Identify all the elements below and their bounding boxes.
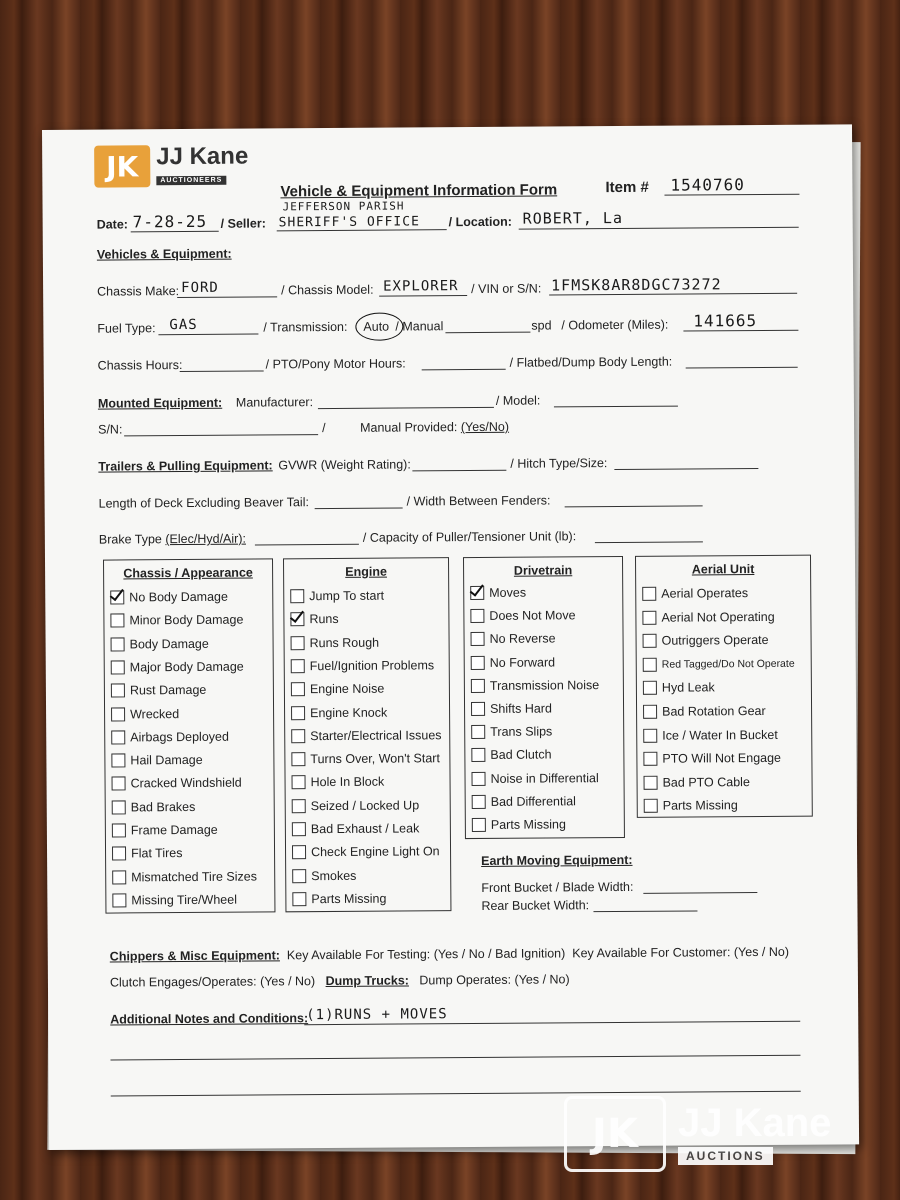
form-sheet [42, 124, 859, 1150]
hitch-label-text: Hitch Type/Size: [517, 456, 608, 471]
jj-kane-logo [94, 142, 249, 188]
deck-length-underline [315, 507, 403, 509]
drivetrain-option-shifts-hard[interactable] [471, 701, 552, 716]
watermark-sub: AUCTIONS [678, 1147, 773, 1165]
chassis-option-major-body-damage[interactable] [111, 659, 244, 674]
front-bucket-underline [643, 892, 757, 894]
odometer-label: / Odometer (Miles): [561, 317, 669, 333]
fenders-label-text: Width Between Fenders: [413, 493, 551, 509]
checkbox-label: Rust Damage [129, 683, 207, 698]
brake-type-underline [255, 544, 359, 546]
chassis-model-underline [379, 295, 467, 297]
notes-underline-2 [110, 1055, 800, 1061]
checkbox[interactable] [471, 679, 485, 693]
checkbox-label: Wrecked [130, 706, 180, 721]
pto-hours-label: / PTO/Pony Motor Hours: [265, 356, 406, 372]
checkbox[interactable] [643, 681, 657, 695]
checkbox[interactable] [112, 847, 126, 861]
mounted-sn-slash: / [322, 421, 326, 436]
gvwr-label: GVWR (Weight Rating): [278, 457, 411, 473]
checkbox-label: Turns Over, Won't Start [310, 751, 440, 767]
checkbox-label: Mismatched Tire Sizes [131, 869, 257, 884]
checkbox[interactable] [111, 660, 125, 674]
engine-option-seized-locked-up[interactable] [292, 798, 420, 813]
mounted-sn-underline [124, 434, 318, 436]
checkbox-label: Red Tagged/Do Not Operate [661, 657, 795, 671]
checkbox-label: Bad PTO Cable [662, 774, 750, 790]
drivetrain-option-no-reverse[interactable] [471, 632, 556, 647]
jj-kane-watermark [564, 1096, 831, 1172]
checkbox-label: Hyd Leak [661, 680, 715, 696]
watermark-name: JJ Kane [678, 1101, 832, 1145]
chassis-option-wrecked[interactable] [111, 707, 179, 721]
engine-option-hole-in-block[interactable] [292, 775, 385, 790]
checkbox[interactable] [471, 632, 485, 646]
logo-subtitle: AUCTIONEERS [156, 176, 226, 185]
checkbox-label: Missing Tire/Wheel [131, 892, 238, 908]
checkbox[interactable] [643, 634, 657, 648]
checkbox[interactable] [292, 892, 306, 906]
fuel-type-value: GAS [169, 316, 198, 334]
seller-label-text: Seller: [227, 216, 266, 231]
flatbed-label-text: Flatbed/Dump Body Length: [516, 354, 673, 370]
engine-option-runs[interactable] [290, 612, 338, 626]
mounted-model-label-text: Model: [502, 393, 541, 408]
brake-type-label [99, 532, 246, 547]
gvwr-underline [412, 470, 506, 472]
spd-label: spd [531, 318, 552, 333]
checkbox[interactable] [291, 636, 305, 650]
checkbox-label: Smokes [311, 868, 357, 883]
checkbox[interactable] [291, 729, 305, 743]
transmission-label: / Transmission: [263, 319, 348, 335]
vin-label: / VIN or S/N: [471, 281, 542, 297]
checkbox-label: Bad Differential [490, 794, 576, 809]
transmission-label-text: Transmission: [270, 319, 348, 335]
checkbox[interactable] [470, 609, 484, 623]
aerial-option-pto-will-not-engage[interactable] [643, 751, 781, 766]
drivetrain-option-parts-missing[interactable] [472, 817, 566, 832]
checkbox-label: Runs Rough [309, 635, 380, 650]
dump-trucks-heading: Dump Trucks: [325, 973, 409, 989]
checkbox[interactable] [111, 684, 125, 698]
checkbox[interactable] [111, 707, 125, 721]
checkbox[interactable] [290, 589, 304, 603]
chassis-appearance-title: Chassis / Appearance [123, 565, 253, 581]
checkbox-label: Parts Missing [490, 817, 566, 832]
notes-heading: Additional Notes and Conditions: [110, 1011, 309, 1027]
chassis-option-airbags-deployed[interactable] [111, 730, 229, 745]
checkbox[interactable] [110, 614, 124, 628]
checkbox-label: Does Not Move [489, 608, 576, 624]
checkbox[interactable] [112, 800, 126, 814]
engine-option-engine-knock[interactable] [291, 705, 387, 720]
drivetrain-option-trans-slips[interactable] [471, 725, 552, 740]
checkbox-label: Body Damage [129, 636, 209, 651]
earth-moving-heading: Earth Moving Equipment: [481, 852, 633, 868]
engine-title: Engine [345, 564, 387, 579]
manual-provided-label-text: Manual Provided: [360, 420, 458, 435]
checkbox[interactable] [112, 870, 126, 884]
checkbox[interactable] [471, 725, 485, 739]
location-label: / Location: [448, 214, 512, 230]
checkbox-label: No Body Damage [129, 589, 228, 605]
seller-label: / Seller: [220, 216, 266, 231]
checkbox-label: Frame Damage [130, 822, 218, 838]
chassis-option-body-damage[interactable] [111, 636, 209, 651]
brake-type-options: (Elec/Hyd/Air): [165, 531, 246, 547]
checkbox[interactable] [642, 587, 656, 601]
flatbed-label: / Flatbed/Dump Body Length: [509, 354, 673, 370]
seller-underline [277, 229, 447, 231]
pto-hours-underline [422, 369, 506, 371]
chassis-hours-underline [180, 370, 264, 372]
checkbox-label: Minor Body Damage [129, 612, 244, 628]
aerial-option-ice-water-in-bucket[interactable] [643, 727, 778, 742]
fuel-type-label: Fuel Type: [97, 321, 156, 336]
checkbox-label: Major Body Damage [129, 659, 244, 675]
date-label: Date: [96, 217, 128, 232]
chassis-hours-label: Chassis Hours: [97, 358, 183, 373]
checkbox[interactable] [290, 612, 304, 626]
brake-type-label-text: Brake Type [98, 532, 162, 547]
front-bucket-label: Front Bucket / Blade Width: [481, 879, 634, 895]
checkbox[interactable] [110, 590, 124, 604]
chassis-model-label-text: Chassis Model: [288, 282, 374, 298]
drivetrain-option-bad-differential[interactable] [472, 794, 576, 809]
checkbox-label: Runs [309, 612, 339, 627]
dump-operates-label: Dump Operates: (Yes / No) [419, 972, 570, 988]
chassis-option-frame-damage[interactable] [112, 823, 218, 838]
checkbox[interactable] [291, 682, 305, 696]
engine-option-bad-exhaust-leak[interactable] [292, 821, 420, 836]
vin-value: 1FMSK8AR8DGC73272 [551, 275, 722, 295]
key-customer-label: Key Available For Customer: (Yes / No) [572, 944, 790, 961]
checkbox[interactable] [470, 586, 484, 600]
chassis-option-flat-tires[interactable] [112, 846, 183, 860]
clutch-dump-row [110, 972, 570, 989]
item-label: Item # [605, 178, 649, 197]
deck-length-label: Length of Deck Excluding Beaver Tail: [98, 495, 309, 511]
checkbox[interactable] [292, 822, 306, 836]
checkbox-label: Engine Noise [309, 681, 385, 697]
chassis-model-label: / Chassis Model: [281, 282, 374, 298]
logo-name: JJ Kane [156, 142, 249, 171]
checkbox-label: Bad Exhaust / Leak [310, 821, 420, 837]
vin-label-text: VIN or S/N: [478, 281, 542, 296]
checkbox[interactable] [292, 799, 306, 813]
seller-value-line2: SHERIFF'S OFFICE [278, 214, 420, 231]
checkbox-label: Cracked Windshield [130, 776, 242, 791]
checkbox-label: No Forward [489, 655, 556, 670]
chippers-heading: Chippers & Misc Equipment: [109, 948, 280, 964]
logo-mark: JK [94, 145, 150, 187]
drivetrain-option-bad-clutch[interactable] [471, 748, 551, 763]
checkbox[interactable] [111, 637, 125, 651]
fenders-label: / Width Between Fenders: [406, 493, 551, 509]
vehicles-heading: Vehicles & Equipment: [96, 246, 232, 262]
checkbox[interactable] [643, 752, 657, 766]
engine-option-parts-missing[interactable] [292, 892, 386, 907]
drivetrain-box [463, 556, 625, 839]
checkbox[interactable] [291, 706, 305, 720]
chassis-make-value: FORD [181, 279, 219, 297]
watermark-mark: JK [564, 1096, 666, 1172]
drivetrain-option-moves[interactable] [470, 586, 526, 600]
checkbox[interactable] [292, 845, 306, 859]
aerial-option-parts-missing[interactable] [644, 799, 738, 814]
checkbox-label: Airbags Deployed [130, 729, 229, 745]
checkbox[interactable] [292, 869, 306, 883]
manufacturer-underline [318, 407, 494, 409]
chassis-option-hail-damage[interactable] [111, 753, 202, 768]
date-value: 7-28-25 [132, 211, 208, 232]
checkbox-label: Hail Damage [130, 752, 203, 768]
item-number: 1540760 [670, 175, 745, 195]
aerial-unit-title: Aerial Unit [691, 562, 755, 577]
mounted-heading: Mounted Equipment: [97, 395, 223, 411]
manufacturer-label: Manufacturer: [235, 395, 314, 410]
key-testing-label: Key Available For Testing: (Yes / No / Bad Ignition) [286, 946, 566, 963]
chassis-option-rust-damage[interactable] [111, 683, 207, 698]
seller-value-line1: JEFFERSON PARISH [282, 199, 405, 214]
chassis-model-value: EXPLORER [383, 278, 459, 295]
checkbox-label: Transmission Noise [489, 677, 600, 693]
form-title: Vehicle & Equipment Information Form [280, 181, 558, 201]
chassis-option-missing-tire-wheel[interactable] [112, 893, 237, 908]
drivetrain-option-no-forward[interactable] [471, 655, 555, 670]
rear-bucket-label: Rear Bucket Width: [481, 898, 590, 913]
aerial-option-bad-pto-cable[interactable] [644, 775, 750, 790]
aerial-option-outriggers-operate[interactable] [643, 633, 769, 648]
manual-underline [445, 332, 530, 334]
flatbed-underline [686, 367, 798, 369]
manual-provided-label [360, 420, 509, 435]
checkbox[interactable] [291, 752, 305, 766]
checkbox-label: Parts Missing [311, 891, 387, 907]
capacity-underline [595, 541, 703, 543]
checkbox-label: Bad Brakes [130, 799, 196, 815]
checkbox[interactable] [291, 659, 305, 673]
notes-value: (1)RUNS + MOVES [306, 1006, 448, 1024]
checkbox-label: Ice / Water In Bucket [662, 727, 778, 743]
hitch-underline [614, 468, 758, 470]
chassis-option-no-body-damage[interactable] [110, 590, 228, 605]
engine-option-check-engine-light-on[interactable] [292, 845, 440, 860]
checkbox-label: Moves [489, 585, 527, 600]
aerial-option-bad-rotation-gear[interactable] [643, 704, 766, 719]
checkbox[interactable] [643, 705, 657, 719]
checkbox-label: Jump To start [309, 588, 385, 604]
rear-bucket-underline [593, 910, 697, 912]
checkbox[interactable] [644, 776, 658, 790]
engine-option-engine-noise[interactable] [291, 682, 384, 697]
checkbox[interactable] [642, 610, 656, 624]
checkbox-label: No Reverse [489, 631, 556, 647]
chassis-option-minor-body-damage[interactable] [110, 613, 243, 628]
manual-option: / Manual [395, 319, 444, 334]
checkbox-label: Engine Knock [310, 705, 388, 720]
checkbox-label: PTO Will Not Engage [662, 751, 782, 766]
aerial-option-aerial-operates[interactable] [642, 586, 748, 601]
pto-hours-label-text: PTO/Pony Motor Hours: [272, 356, 406, 372]
mounted-model-label: / Model: [495, 393, 541, 408]
drivetrain-option-does-not-move[interactable] [470, 608, 575, 623]
odometer-value: 141665 [693, 311, 758, 331]
manual-provided-options: (Yes/No) [460, 419, 510, 435]
checkbox-label: Seized / Locked Up [310, 798, 420, 813]
checkbox[interactable] [643, 658, 657, 672]
checkbox-label: Flat Tires [131, 846, 183, 861]
aerial-option-hyd-leak[interactable] [643, 681, 715, 696]
item-underline [664, 194, 799, 196]
checkbox[interactable] [112, 777, 126, 791]
checkbox[interactable] [292, 776, 306, 790]
odometer-underline [683, 330, 798, 332]
checkbox[interactable] [472, 818, 486, 832]
checkbox-label: Aerial Not Operating [661, 609, 775, 625]
capacity-label: / Capacity of Puller/Tensioner Unit (lb): [362, 529, 577, 545]
checkbox[interactable] [644, 799, 658, 813]
clutch-label: Clutch Engages/Operates: (Yes / No) [109, 974, 316, 990]
aerial-option-red-tagged-do-not-operate[interactable] [643, 657, 795, 672]
chassis-option-bad-brakes[interactable] [112, 800, 196, 815]
fuel-underline [158, 333, 258, 335]
checkbox[interactable] [472, 795, 486, 809]
engine-option-fuel-ignition-problems[interactable] [291, 658, 434, 673]
chassis-make-underline [177, 296, 277, 298]
odometer-label-text: Odometer (Miles): [568, 317, 669, 333]
checkbox[interactable] [111, 754, 125, 768]
checkbox-label: Outriggers Operate [661, 633, 769, 648]
drivetrain-title: Drivetrain [513, 563, 573, 578]
checkbox[interactable] [643, 728, 657, 742]
location-value: ROBERT, La [522, 208, 624, 228]
location-label-text: Location: [455, 214, 512, 230]
trailers-heading: Trailers & Pulling Equipment: [98, 458, 273, 474]
aerial-option-aerial-not-operating[interactable] [642, 609, 774, 624]
checkbox-label: Bad Rotation Gear [662, 703, 766, 719]
chippers-row [110, 945, 789, 964]
checkbox-label: Fuel/Ignition Problems [309, 658, 435, 674]
checkbox-label: Bad Clutch [490, 747, 552, 763]
aerial-unit-box [635, 555, 813, 818]
checkbox-label: Noise in Differential [490, 770, 599, 786]
engine-option-jump-to-start[interactable] [290, 589, 384, 604]
capacity-label-text: Capacity of Puller/Tensioner Unit (lb): [369, 529, 577, 545]
checkbox-label: Trans Slips [490, 724, 553, 740]
hitch-label: / Hitch Type/Size: [510, 456, 608, 471]
checkbox-label: Check Engine Light On [311, 844, 440, 860]
fenders-underline [565, 505, 703, 507]
date-underline [131, 231, 219, 233]
checkbox[interactable] [112, 823, 126, 837]
checkbox[interactable] [471, 772, 485, 786]
engine-option-smokes[interactable] [292, 868, 356, 882]
mounted-sn-label: S/N: [98, 422, 123, 437]
engine-option-starter-electrical-issues[interactable] [291, 728, 441, 743]
engine-box [283, 557, 451, 912]
auto-option: Auto [363, 319, 390, 334]
chassis-make-label: Chassis Make: [97, 284, 180, 299]
checkbox[interactable] [471, 748, 485, 762]
chassis-option-cracked-windshield[interactable] [112, 776, 242, 791]
checkbox-label: Hole In Block [310, 775, 385, 790]
checkbox[interactable] [471, 702, 485, 716]
chassis-option-mismatched-tire-sizes[interactable] [112, 869, 257, 884]
checkbox-label: Aerial Operates [661, 586, 749, 601]
checkbox[interactable] [111, 730, 125, 744]
checkbox-label: Parts Missing [662, 798, 738, 814]
engine-option-runs-rough[interactable] [291, 635, 380, 650]
engine-option-turns-over-won-t-start[interactable] [291, 751, 440, 766]
checkbox-label: Starter/Electrical Issues [310, 728, 442, 743]
checkbox-label: Shifts Hard [490, 701, 552, 716]
drivetrain-option-noise-in-differential[interactable] [471, 771, 598, 786]
mounted-model-underline [554, 406, 678, 408]
checkbox[interactable] [471, 656, 485, 670]
drivetrain-option-transmission-noise[interactable] [471, 678, 599, 693]
chassis-appearance-box [103, 558, 275, 913]
checkbox[interactable] [112, 893, 126, 907]
